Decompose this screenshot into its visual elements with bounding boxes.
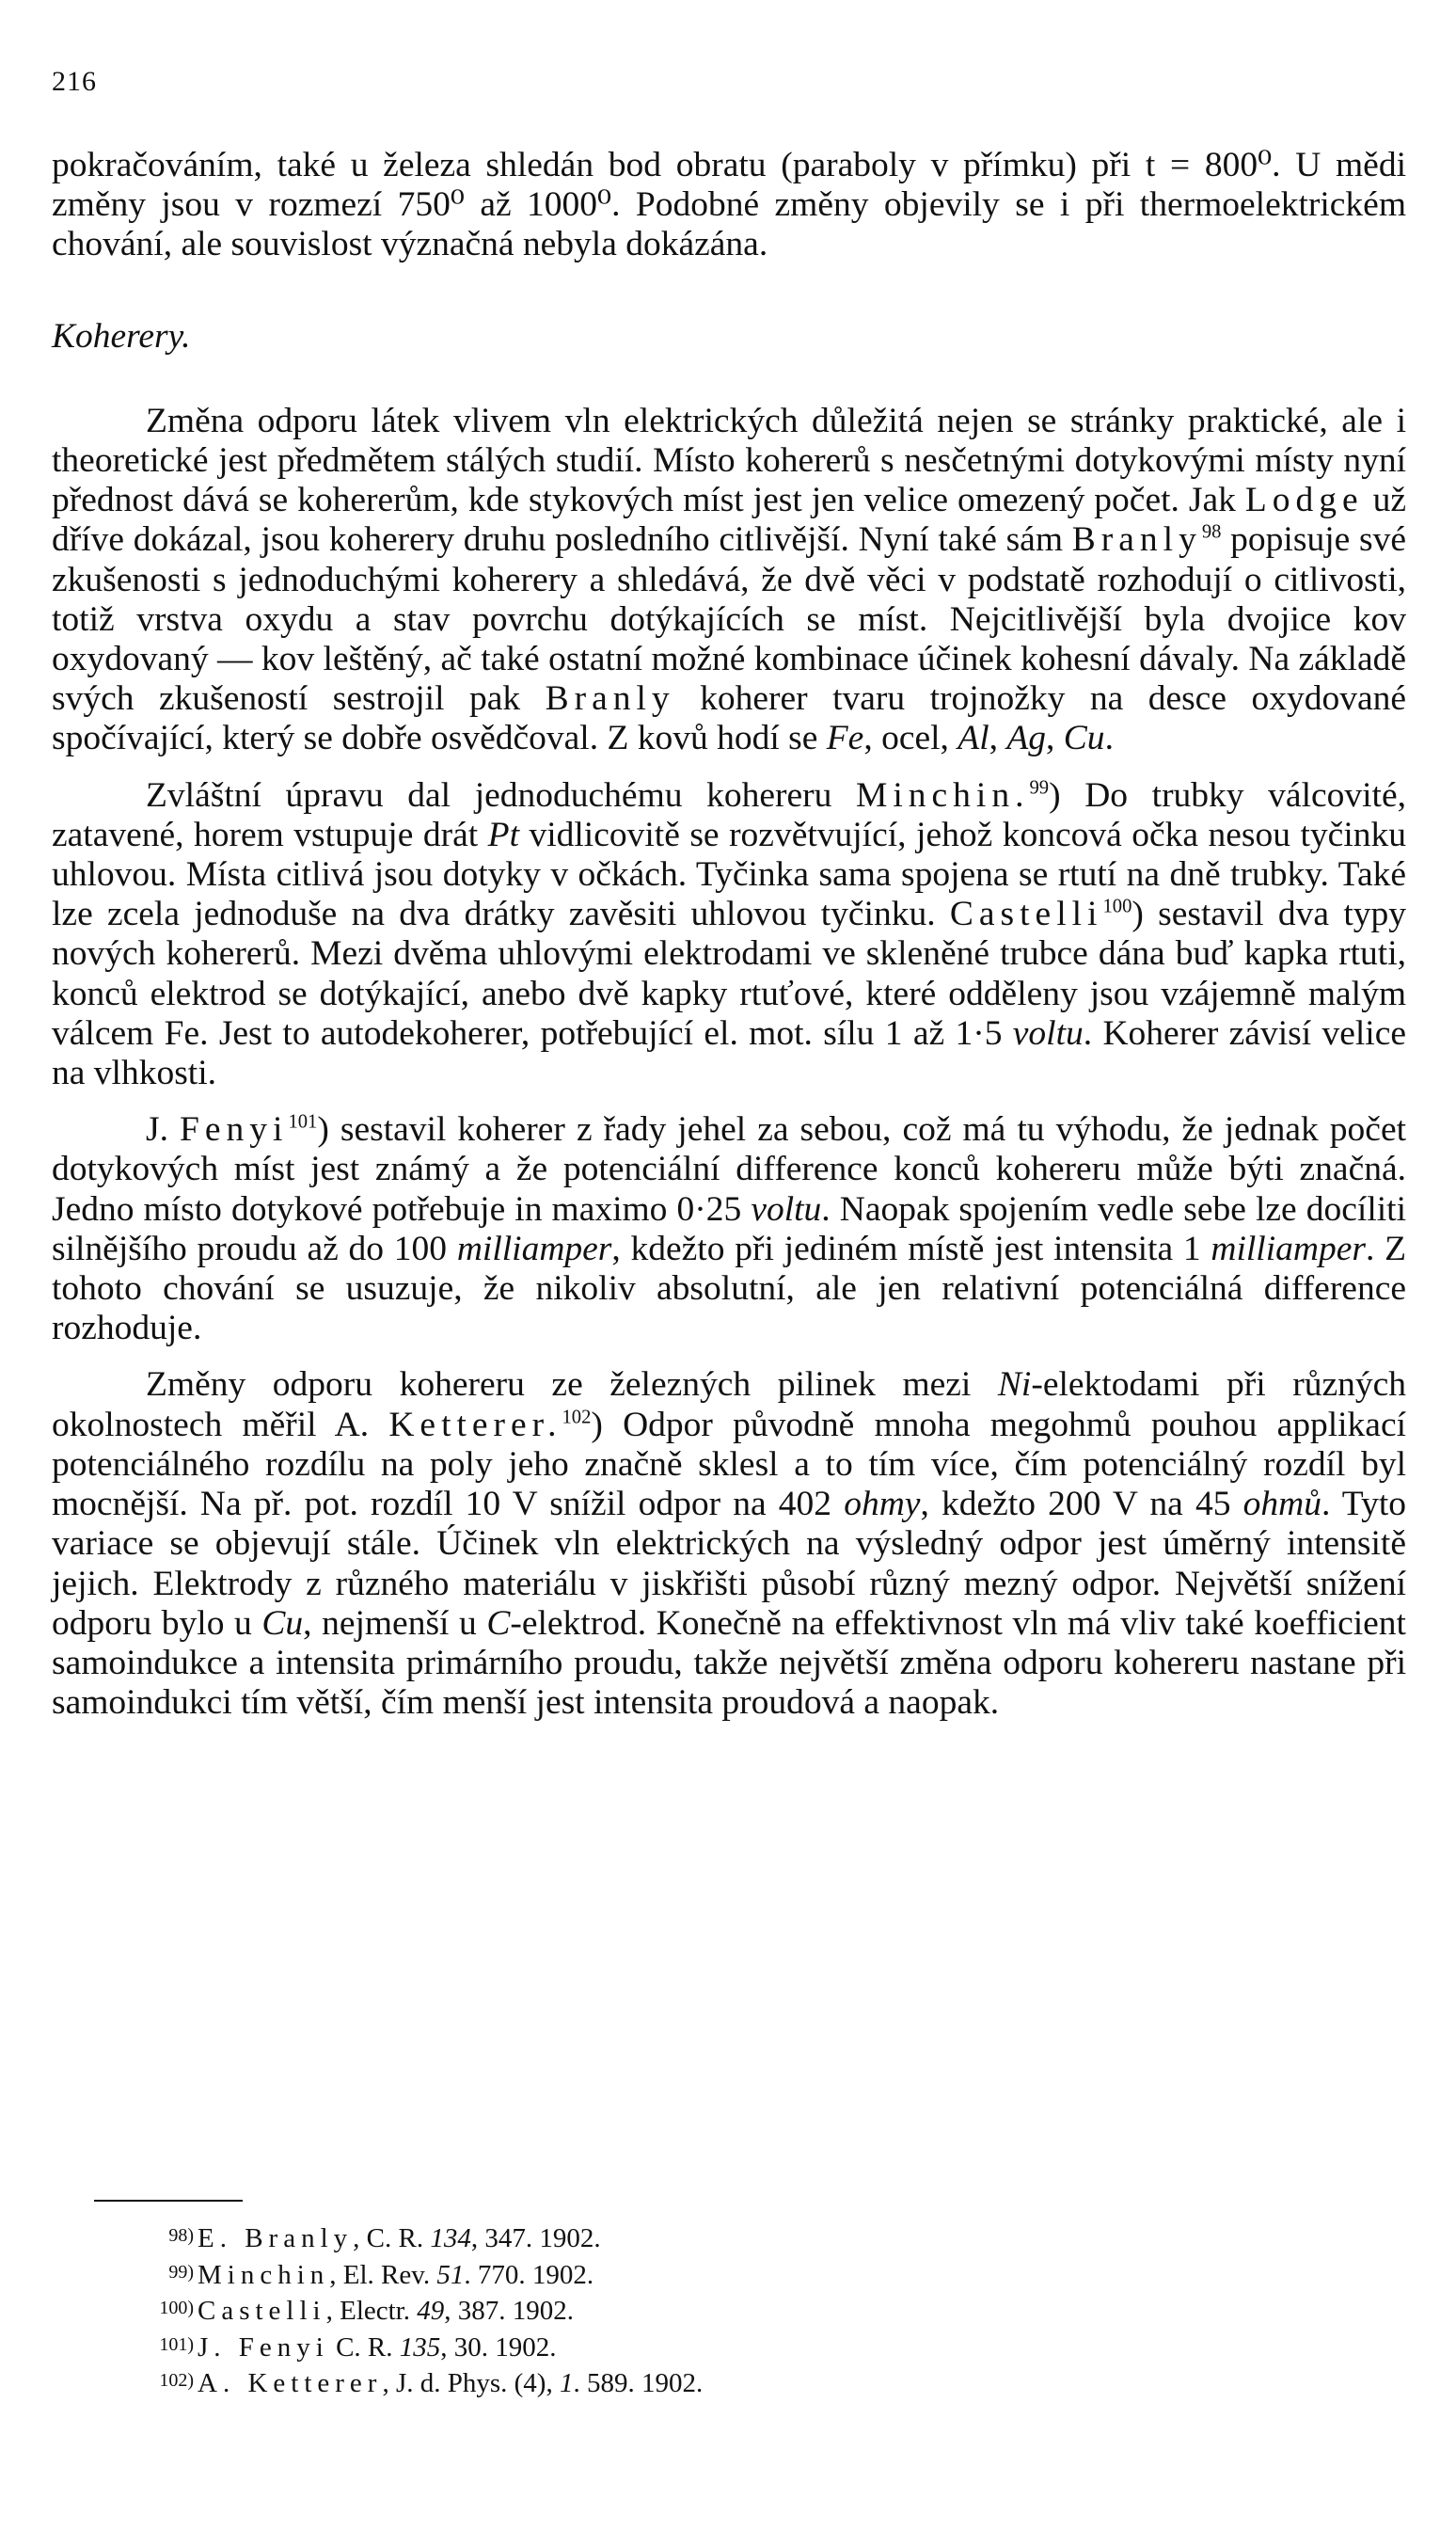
paragraph-fenyi: J. Fenyi$^{101}$) sestavil koherer z řady jehel za sebou, což má tu výhodu, že jednak počet dotykových míst jest známý a že potenciální difference konců kohereru může býti značná. Jedno místo dotykové potřebuje in maximo 0·25 voltu. Naopak spojením vedle sebe lze docíliti silnějšího proudu až do 100 milliamper, kdežto při jediném místě jest intensita 1 milliamper. Z tohoto chování se usuzuje, že nikoliv absolutní, ale jen relativní potenciálná difference rozhoduje. — [52, 1110, 1407, 1348]
footnote-101: 101) J. Fenyi C. R. 135, 30. 1902. — [159, 2331, 557, 2363]
footnote-ref-100: 100 — [1102, 896, 1132, 917]
footnote-ref-102: 102 — [562, 1407, 592, 1428]
footnote-ref-99: 99 — [1029, 777, 1050, 799]
footnote-100: 100) Castelli, Electr. 49, 387. 1902. — [159, 2296, 574, 2326]
name-ketterer: Ketterer. — [388, 1405, 562, 1444]
name-minchin: Minchin. — [856, 775, 1030, 815]
paragraph-minchin: Zvláštní úpravu dal jednoduchému kohereru Minchin.$^{99}$) Do trubky válcovité, zatavené, horem vstupuje drát Pt vidlicovitě se rozvětvující, jehož koncová očka nesou tyčinku uhlovou. Místa citlivá jsou dotyky v očkách. Tyčinka sama spojena se rtutí na dně trubky. Také lze zcela jednoduše na dva drátky zavěsiti uhlovou tyčinku. Castelli$^{100}$) sestavil dva typy nových kohererů. Mezi dvěma uhlovými elektrodami ve skleněné trubce dána buď kapka rtuti, konců elektrod se dotýkající, anebo dvě kapky rtuťové, které odděleny jsou vzájemně malým válcem Fe. Jest to autodekoherer, potřebující el. mot. sílu 1 až 1·5 voltu. Koherer závisí velice na vlhkosti. — [52, 775, 1406, 1093]
body-text — [52, 146, 1406, 1723]
footnote-99: 99) Minchin, El. Rev. 51. 770. 1902. — [168, 2259, 594, 2290]
name-branly: Branly — [1071, 520, 1202, 560]
paragraph-continuation: pokračováním, také u železa shledán bod obratu (paraboly v přímku) při t = 800⁰. U mědi změny jsou v rozmezí 750⁰ až 1000⁰. Podobné změny objevily se i při thermoelektrickém chování, ale souvislost význačná nebyla dokázána. — [52, 146, 1406, 264]
name-castelli: Castelli — [949, 895, 1103, 934]
footnote-102: 102) A. Ketterer, J. d. Phys. (4), 1. 589. 1902. — [159, 2368, 704, 2398]
footnote-separator — [94, 2200, 243, 2202]
name-lodge: Lodge — [1244, 481, 1364, 520]
section-heading: Koherery. — [52, 316, 191, 356]
name-branly-2: Branly — [545, 679, 675, 719]
footnote-ref-98: 98 — [1201, 521, 1222, 543]
footnote-98: 98) E. Branly, C. R. 134, 347. 1902. — [168, 2223, 601, 2253]
footnote-ref-101: 101 — [288, 1111, 318, 1133]
page-number: 216 — [52, 66, 97, 97]
footnotes — [122, 2220, 1063, 2401]
paragraph-ketterer: Změny odporu kohereru ze železných pilinek mezi Ni-elektodami při různých okolnostech měřil A. Ketterer.$^{102}$) Odpor původně mnoha megohmů pouhou applikací potenciálného rozdílu na poly jeho značně sklesl a to tím více, čím potenciálný rozdíl byl mocnější. Na př. pot. rozdíl 10 V snížil odpor na 402 ohmy, kdežto 200 V na 45 ohmů. Tyto variace se objevují stále. Účinek vln elektrických na výsledný odpor jest úměrný intensitě jejich. Elektrody z různého materiálu v jiskřišti působí různý mezný odpor. Největší snížení odporu bylo u Cu, nejmenší u C-elektrod. Konečně na effektivnost vln má vliv také koefficient samoindukce a intensita primárního proudu, takže největší změna odporu kohereru nastane při samoindukci tím větší, čím menší jest intensita proudová a naopak. — [52, 1365, 1407, 1723]
name-fenyi: Fenyi — [180, 1110, 289, 1150]
paragraph-koherery-intro: Změna odporu látek vlivem vln elektrických důležitá nejen se stránky praktické, ale i theoretické jest předmětem stálých studií. Místo kohererů s nesčetnými dotykovými místy nyní přednost dává se kohererům, kde stykových míst jest jen velice omezený počet. Jak Lodge už dříve dokázal, jsou koherery druhu posledního citlivější. Nyní také sám Branly$^{98}$ popisuje své zkušenosti s jednoduchými koherery a shledává, že dvě věci v podstatě rozhodují o citlivosti, totiž vrstva oxydu a stav povrchu dotýkajících se míst. Nejcitlivější byla dvojice kov oxydovaný — kov leštěný, ač také ostatní možné kombinace účinek kohesní dávaly. Na základě svých zkušeností sestrojil pak Branly koherer tvaru trojnožky na desce oxydované spočívající, který se dobře osvědčoval. Z kovů hodí se Fe, ocel, Al, Ag, Cu. — [52, 401, 1406, 758]
